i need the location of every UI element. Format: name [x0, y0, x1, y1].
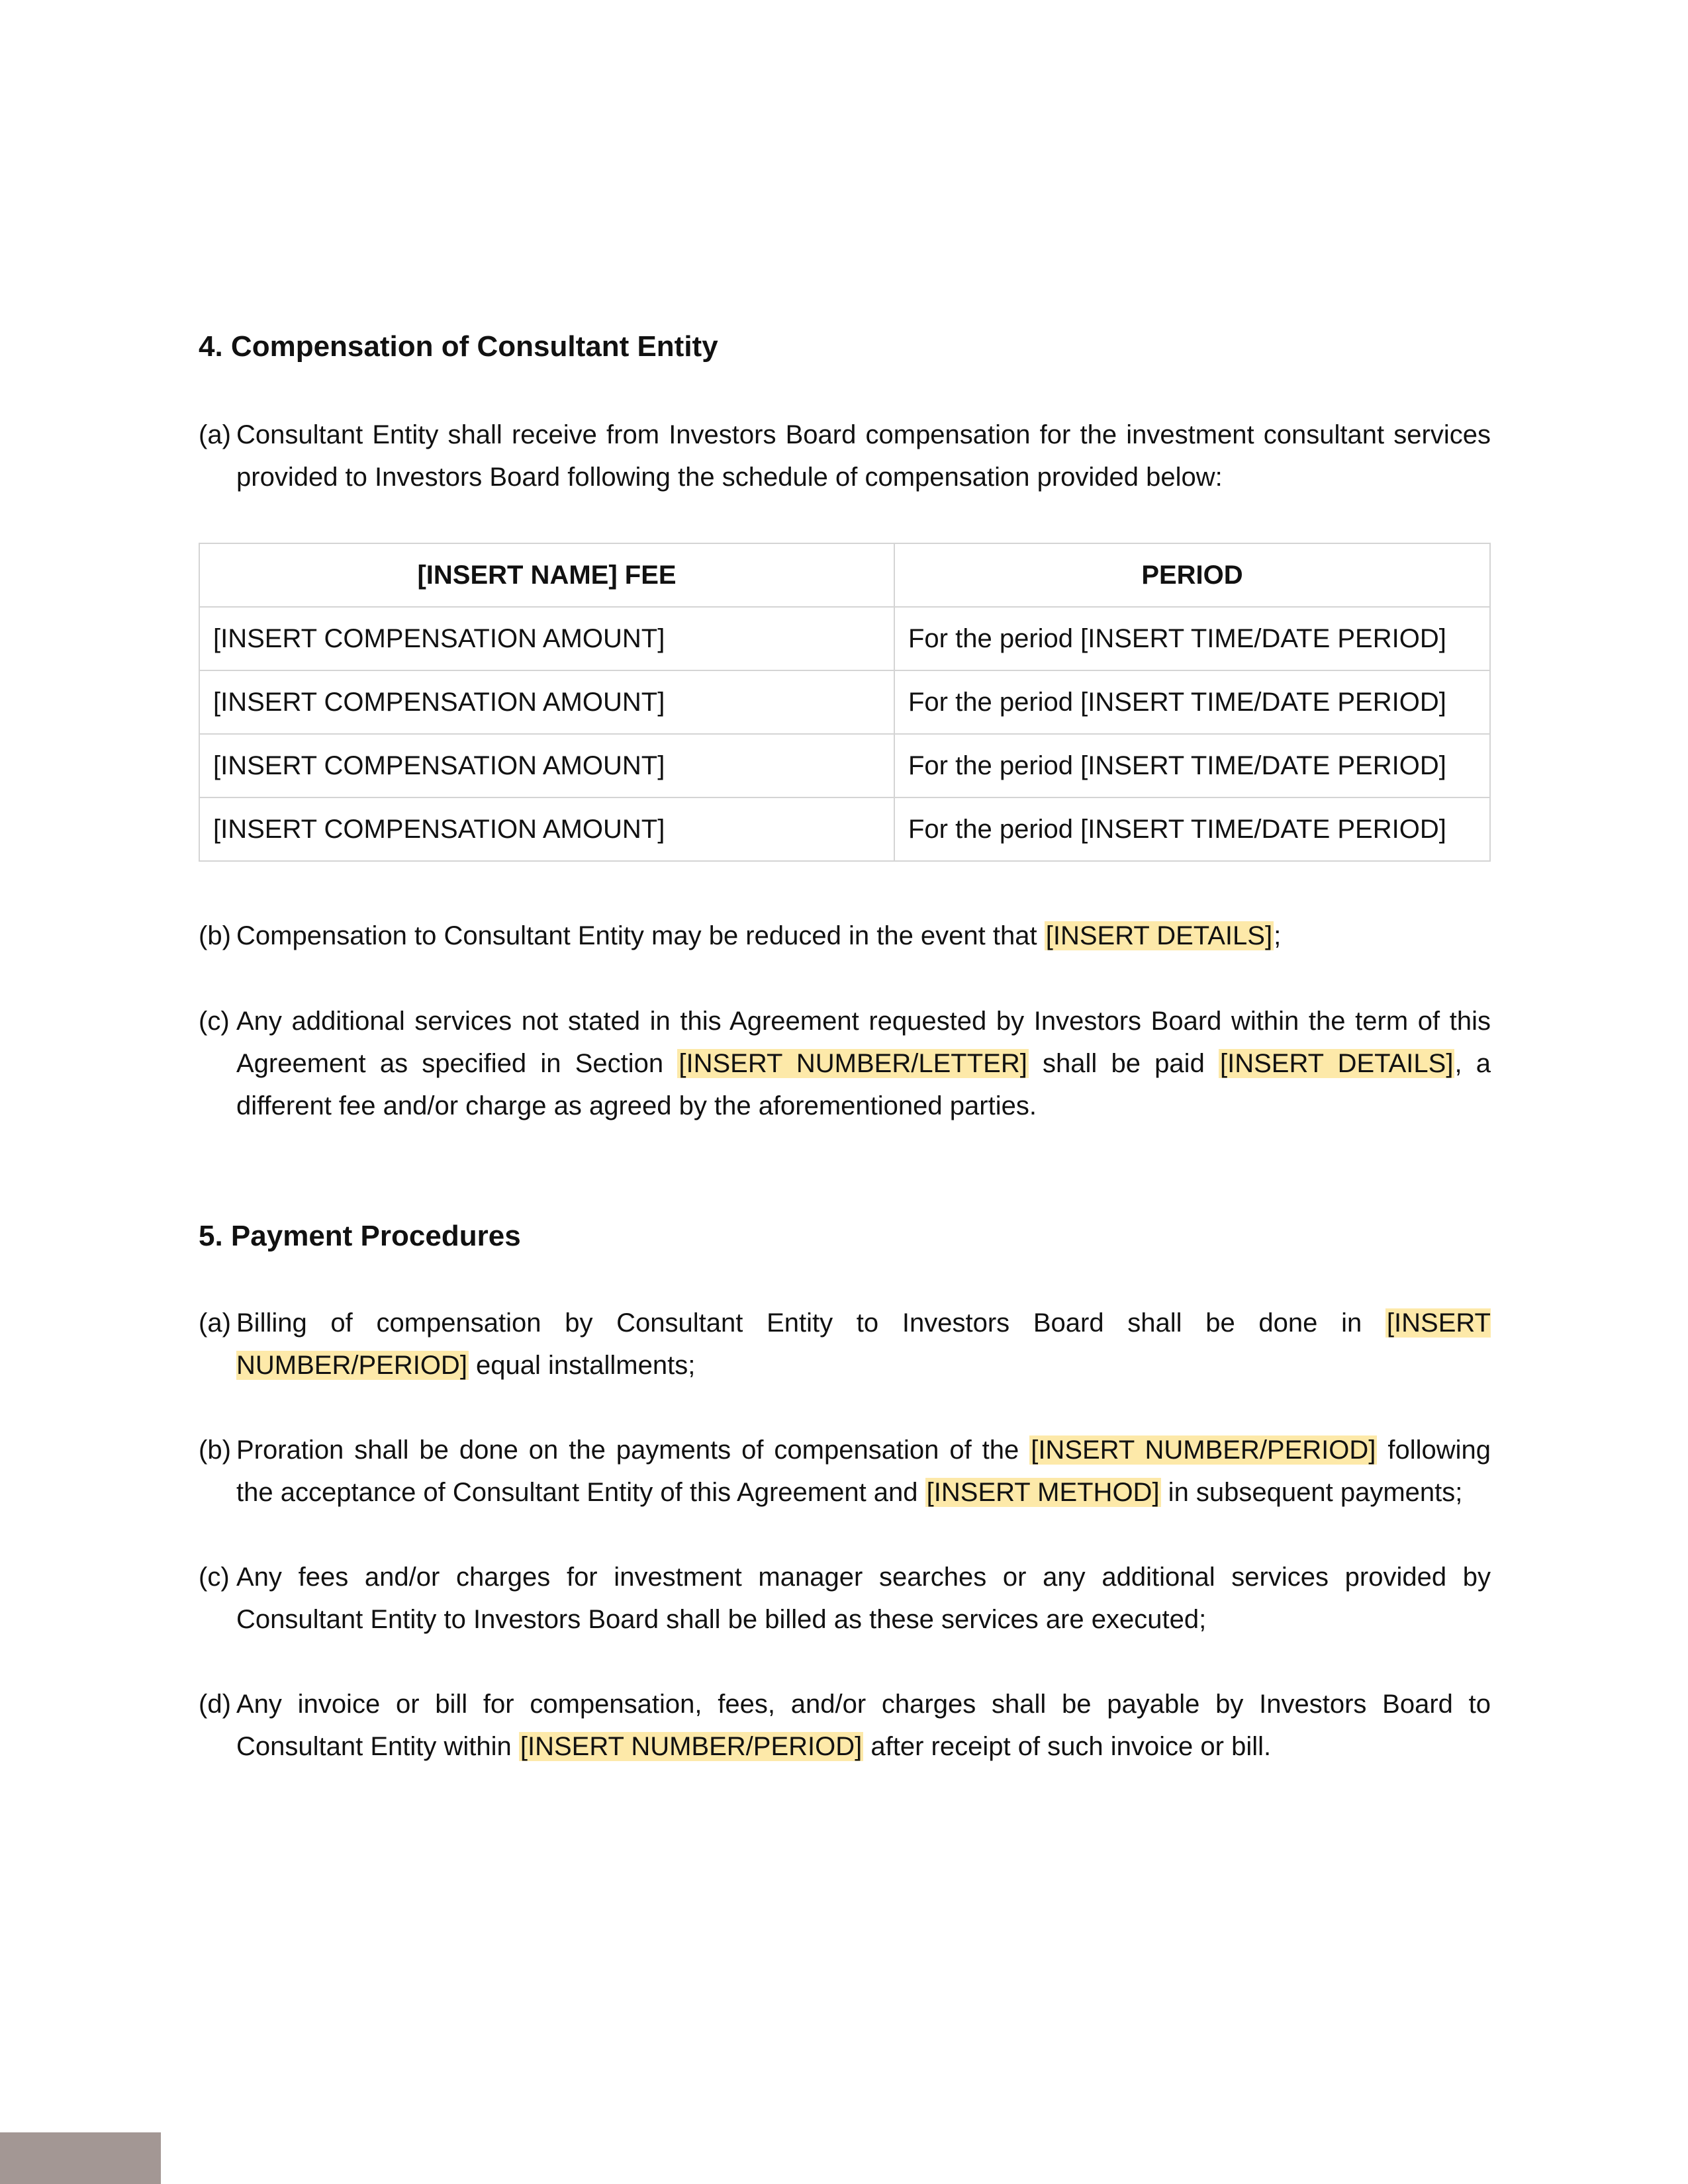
text-fragment: , a different fee and/or charge as agreed by the aforementioned parties. [236, 1049, 1491, 1120]
text-fragment: following the acceptance of Consultant Entity of this Agreement and [236, 1435, 1491, 1507]
table-row [199, 734, 1490, 797]
item-marker: (b) [199, 1435, 231, 1465]
text-fragment: ; [1274, 921, 1282, 950]
text-fragment: Billing of compensation by Consultant Entity to Investors Board shall be done in [236, 1308, 1385, 1338]
item-marker: (a) [199, 420, 231, 449]
placeholder-highlight: [INSERT METHOD] [926, 1478, 1160, 1507]
table-row [199, 607, 1490, 670]
item-text [236, 915, 1491, 957]
item-text: Any fees and/or charges for investment manager searches or any additional services provided by Consultant Entity to Investors Board shall be billed as these services are executed; [236, 1563, 1491, 1634]
item-marker: (d) [199, 1690, 231, 1719]
text-fragment: Proration shall be done on the payments of compensation of the [236, 1435, 1030, 1465]
table-row [199, 797, 1490, 861]
item-text: Consultant Entity shall receive from Investors Board compensation for the investment consultant services provided to Investors Board following the schedule of compensation provided below: [236, 420, 1491, 492]
footer-decorative-block [0, 2132, 161, 2184]
item-marker: (c) [199, 1563, 230, 1592]
section-5-item-a [199, 1302, 1491, 1387]
period-cell: For the period [INSERT TIME/DATE PERIOD] [894, 607, 1490, 670]
placeholder-highlight: [INSERT NUMBER/PERIOD] [1031, 1435, 1376, 1465]
period-cell: For the period [INSERT TIME/DATE PERIOD] [894, 734, 1490, 797]
text-fragment: Compensation to Consultant Entity may be reduced in the event that [236, 921, 1045, 950]
fee-column-header: [INSERT NAME] FEE [199, 543, 894, 607]
placeholder-highlight: [INSERT DETAILS] [1220, 1049, 1454, 1078]
fee-cell: [INSERT COMPENSATION AMOUNT] [199, 607, 894, 670]
placeholder-highlight: [INSERT DETAILS] [1045, 921, 1273, 950]
item-marker: (b) [199, 921, 231, 950]
compensation-schedule-table [199, 543, 1491, 862]
section-4-item-a [199, 414, 1491, 498]
section-4-item-c [199, 1000, 1491, 1127]
item-text [236, 1302, 1491, 1387]
text-fragment: shall be paid [1028, 1049, 1219, 1078]
text-fragment: in subsequent payments; [1160, 1478, 1463, 1507]
period-cell: For the period [INSERT TIME/DATE PERIOD] [894, 797, 1490, 861]
item-marker: (c) [199, 1007, 230, 1036]
text-fragment: equal installments; [468, 1351, 696, 1380]
item-text [236, 1000, 1491, 1127]
placeholder-highlight: [INSERT NUMBER/LETTER] [679, 1049, 1027, 1078]
item-text [236, 1429, 1491, 1514]
fee-cell: [INSERT COMPENSATION AMOUNT] [199, 734, 894, 797]
period-cell: For the period [INSERT TIME/DATE PERIOD] [894, 670, 1490, 734]
fee-cell: [INSERT COMPENSATION AMOUNT] [199, 670, 894, 734]
placeholder-highlight: [INSERT NUMBER/PERIOD] [236, 1308, 1491, 1380]
fee-cell: [INSERT COMPENSATION AMOUNT] [199, 797, 894, 861]
text-fragment: Any additional services not stated in this Agreement requested by Investors Board within the term of this Agreement as specified in Section [236, 1007, 1491, 1078]
period-column-header: PERIOD [894, 543, 1490, 607]
item-marker: (a) [199, 1308, 231, 1338]
text-fragment: Any invoice or bill for compensation, fees, and/or charges shall be payable by Investors Board to Consultant Entity within [236, 1690, 1491, 1761]
section-4-item-b [199, 915, 1491, 957]
placeholder-highlight: [INSERT NUMBER/PERIOD] [520, 1732, 863, 1761]
section-5-item-d [199, 1683, 1491, 1768]
section-5-item-b [199, 1429, 1491, 1514]
section-5-item-c [199, 1556, 1491, 1641]
item-text [236, 1683, 1491, 1768]
table-row [199, 670, 1490, 734]
section-5-heading: 5. Payment Procedures [199, 1220, 521, 1252]
section-4-heading: 4. Compensation of Consultant Entity [199, 330, 718, 363]
table-header-row [199, 543, 1490, 607]
text-fragment: after receipt of such invoice or bill. [863, 1732, 1272, 1761]
